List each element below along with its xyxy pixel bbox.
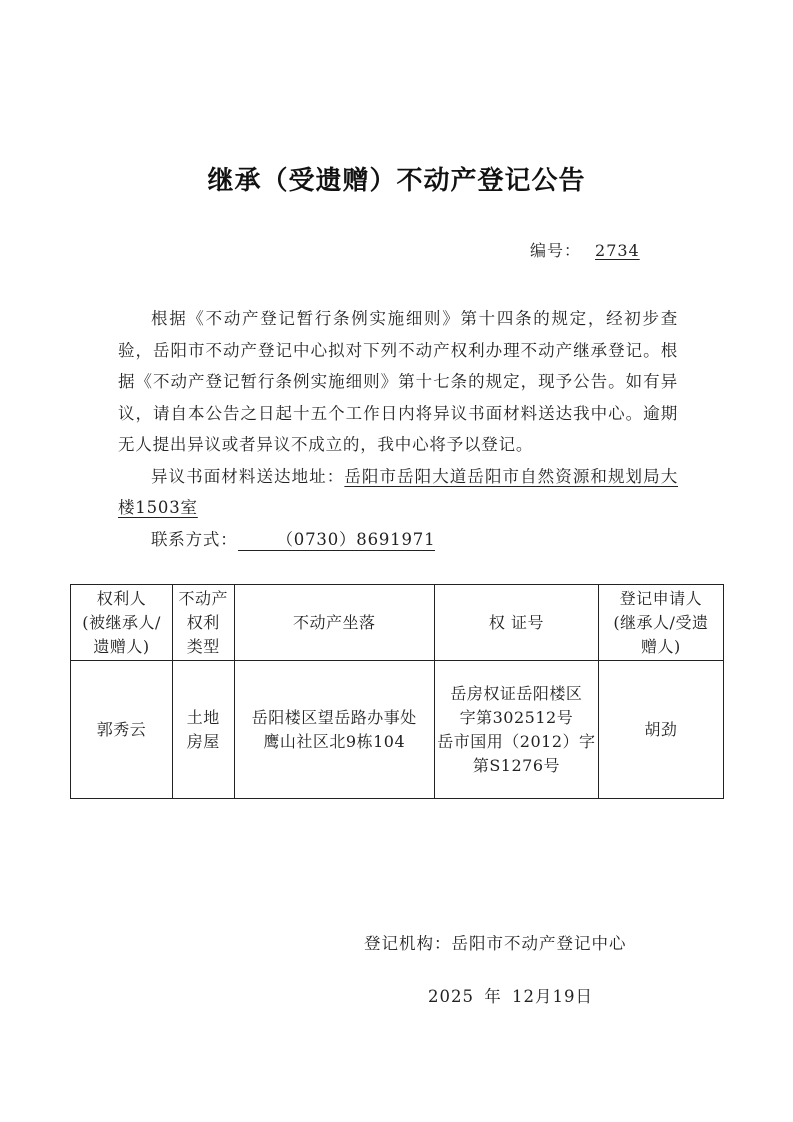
table-row <box>71 661 724 799</box>
contact-info <box>118 524 678 556</box>
cell-certificate: 岳房权证岳阳楼区 字第302512号 岳市国用（2012）字 第S1276号 <box>435 661 599 799</box>
contact-label: 联系方式： <box>151 529 238 549</box>
announcement-date: 2025 年 12月19日 <box>428 987 593 1006</box>
header-certificate: 权 证号 <box>435 585 599 661</box>
cell-owner: 郭秀云 <box>71 661 173 799</box>
page-title: 继承（受遗赠）不动产登记公告 <box>207 166 586 196</box>
header-location: 不动产坐落 <box>234 585 435 661</box>
cell-applicant: 胡劲 <box>598 661 723 799</box>
header-owner: 权利人 (被继承人/ 遗赠人) <box>71 585 173 661</box>
property-records-table <box>70 584 724 799</box>
header-applicant: 登记申请人 (继承人/受遗 赠人) <box>598 585 723 661</box>
announcement-body <box>118 303 678 555</box>
cell-right-type: 土地 房屋 <box>173 661 234 799</box>
announcement-paragraph: 根据《不动产登记暂行条例实施细则》第十四条的规定，经初步查验，岳阳市不动产登记中心拟对下列不动产权利办理不动产继承登记。根据《不动产登记暂行条例实施细则》第十七条的规定，现予公告。如有异议，请自本公告之日起十五个工作日内将异议书面材料送达我中心。逾期无人提出异议或者异议不成立的，我中心将予以登记。 <box>118 309 678 454</box>
document-number-value: 2734 <box>595 241 640 260</box>
contact-value: （0730）8691971 <box>238 530 436 551</box>
table-header-row <box>71 585 724 661</box>
header-right-type: 不动产 权利 类型 <box>173 585 234 661</box>
document-number-label: 编号： <box>530 241 582 260</box>
authority-value: 岳阳市不动产登记中心 <box>451 934 627 953</box>
objection-address <box>118 461 678 524</box>
document-number <box>530 238 640 261</box>
registration-authority <box>364 930 627 954</box>
cell-location: 岳阳楼区望岳路办事处 鹰山社区北9栋104 <box>234 661 435 799</box>
objection-address-value: 岳阳市岳阳大道岳阳市自然资源和规划局大楼1503室 <box>118 466 678 517</box>
objection-address-label: 异议书面材料送达地址： <box>151 466 345 486</box>
authority-label: 登记机构： <box>364 934 452 953</box>
